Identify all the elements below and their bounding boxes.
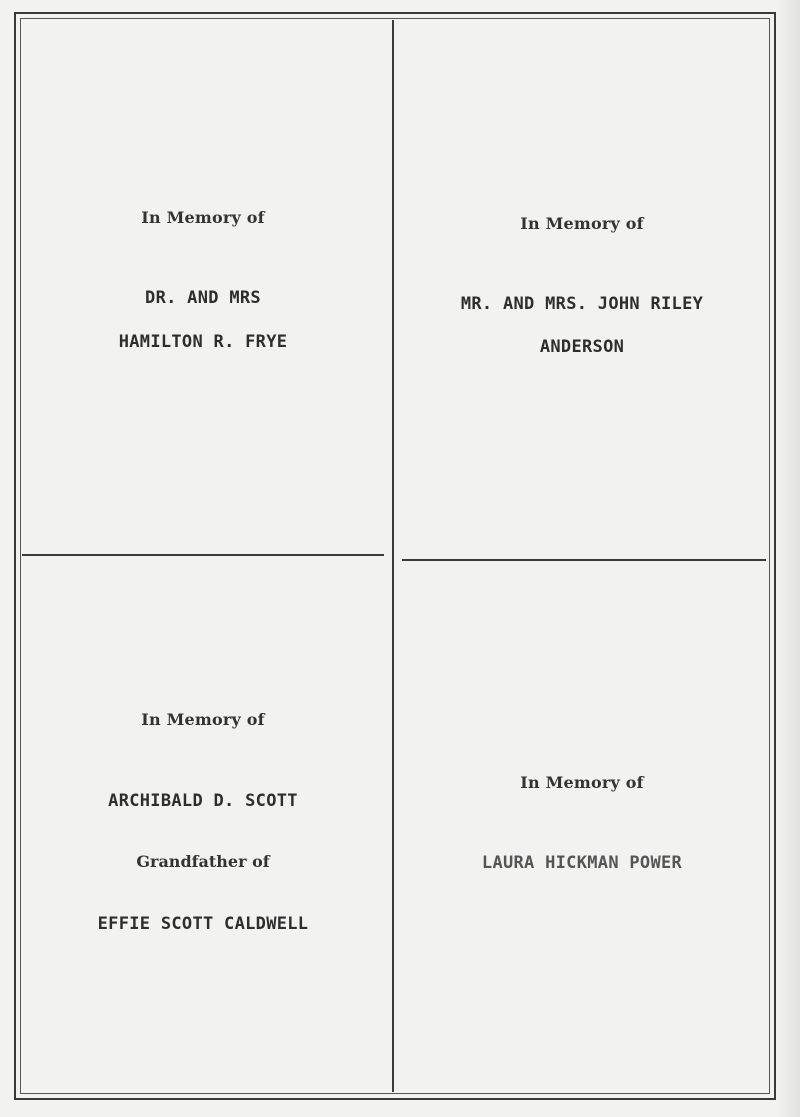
memorial-name-line-2: EFFIE SCOTT CALDWELL [97,914,309,934]
memorial-panel-frye [22,20,384,554]
memorial-name-line-1: ARCHIBALD D. SCOTT [108,791,298,811]
memorial-heading: In Memory of [520,214,644,233]
memorial-relation: Grandfather of [136,852,270,871]
memorial-panel-anderson [396,20,768,559]
memorial-heading: In Memory of [141,710,265,729]
memorial-panel-scott [22,556,384,1092]
vertical-divider [392,20,394,1092]
memorial-name-line-2: ANDERSON [539,337,625,357]
memorial-heading: In Memory of [520,773,644,792]
memorial-name-line-1: MR. AND MRS. JOHN RILEY [460,294,704,314]
memorial-name-line-1: DR. AND MRS [145,288,261,308]
memorial-heading: In Memory of [141,208,265,227]
memorial-name-line-1: LAURA HICKMAN POWER [481,853,683,873]
memorial-panel-power [396,561,768,1092]
page-edge [778,0,800,1117]
memorial-name-line-2: HAMILTON R. FRYE [118,332,288,352]
